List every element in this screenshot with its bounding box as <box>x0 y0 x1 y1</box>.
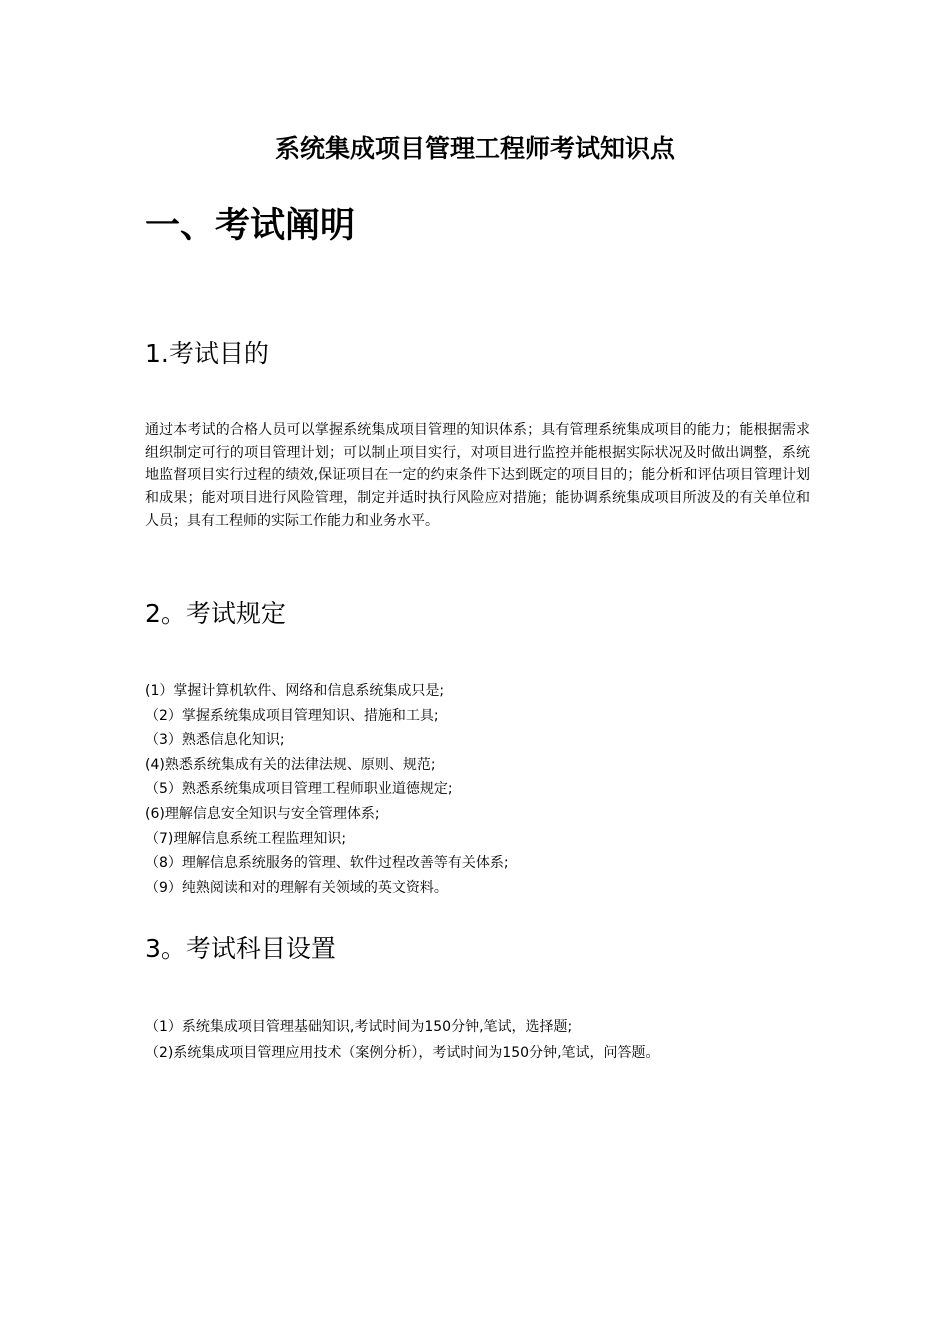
list-item: （7)理解信息系统工程监理知识; <box>145 830 347 847</box>
list-item: （2)系统集成项目管理应用技术（案例分析），考试时间为150分钟,笔试，问答题。 <box>145 1045 660 1061</box>
section-heading-subjects: 3。考试科目设置 <box>145 934 336 963</box>
list-item: (6)理解信息安全知识与安全管理体系; <box>145 805 380 822</box>
section-heading-requirements: 2。考试规定 <box>145 599 286 628</box>
chapter-heading: 一、考试阐明 <box>145 206 356 246</box>
subjects-list <box>145 1014 845 1066</box>
list-item: （3）熟悉信息化知识; <box>145 732 285 749</box>
section-heading-purpose: 1.考试目的 <box>145 339 269 368</box>
list-item: (4)熟悉系统集成有关的法律法规、原则、规范; <box>145 756 436 773</box>
list-item: （5）熟悉系统集成项目管理工程师职业道德规定; <box>145 781 453 798</box>
document-title: 系统集成项目管理工程师考试知识点 <box>274 134 675 163</box>
list-item: （1）系统集成项目管理基础知识,考试时间为150分钟,笔试，选择题; <box>145 1019 573 1035</box>
list-item: （2）掌握系统集成项目管理知识、措施和工具; <box>145 707 439 724</box>
section-paragraph-purpose: 通过本考试的合格人员可以掌握系统集成项目管理的知识体系；具有管理系统集成项目的能力；能根据需求组织制定可行的项目管理计划；可以制止项目实行，对项目进行监控并能根据实际状况及时做出调整，系统地监督项目实行过程的绩效,保证项目在一定的约束条件下达到既定的项目目的；能分析和评估项目管理计划和成果；能对项目进行风险管理，制定并适时执行风险应对措施；能协调系统集成项目所波及的有关单位和人员；具有工程师的实际工作能力和业务水平。 <box>145 422 810 529</box>
list-item: （8）理解信息系统服务的管理、软件过程改善等有关体系; <box>145 855 509 872</box>
list-item: （9）纯熟阅读和对的理解有关领域的英文资料。 <box>145 879 448 896</box>
list-item: (1）掌握计算机软件、网络和信息系统集成只是; <box>145 683 445 699</box>
requirements-list <box>145 679 825 900</box>
